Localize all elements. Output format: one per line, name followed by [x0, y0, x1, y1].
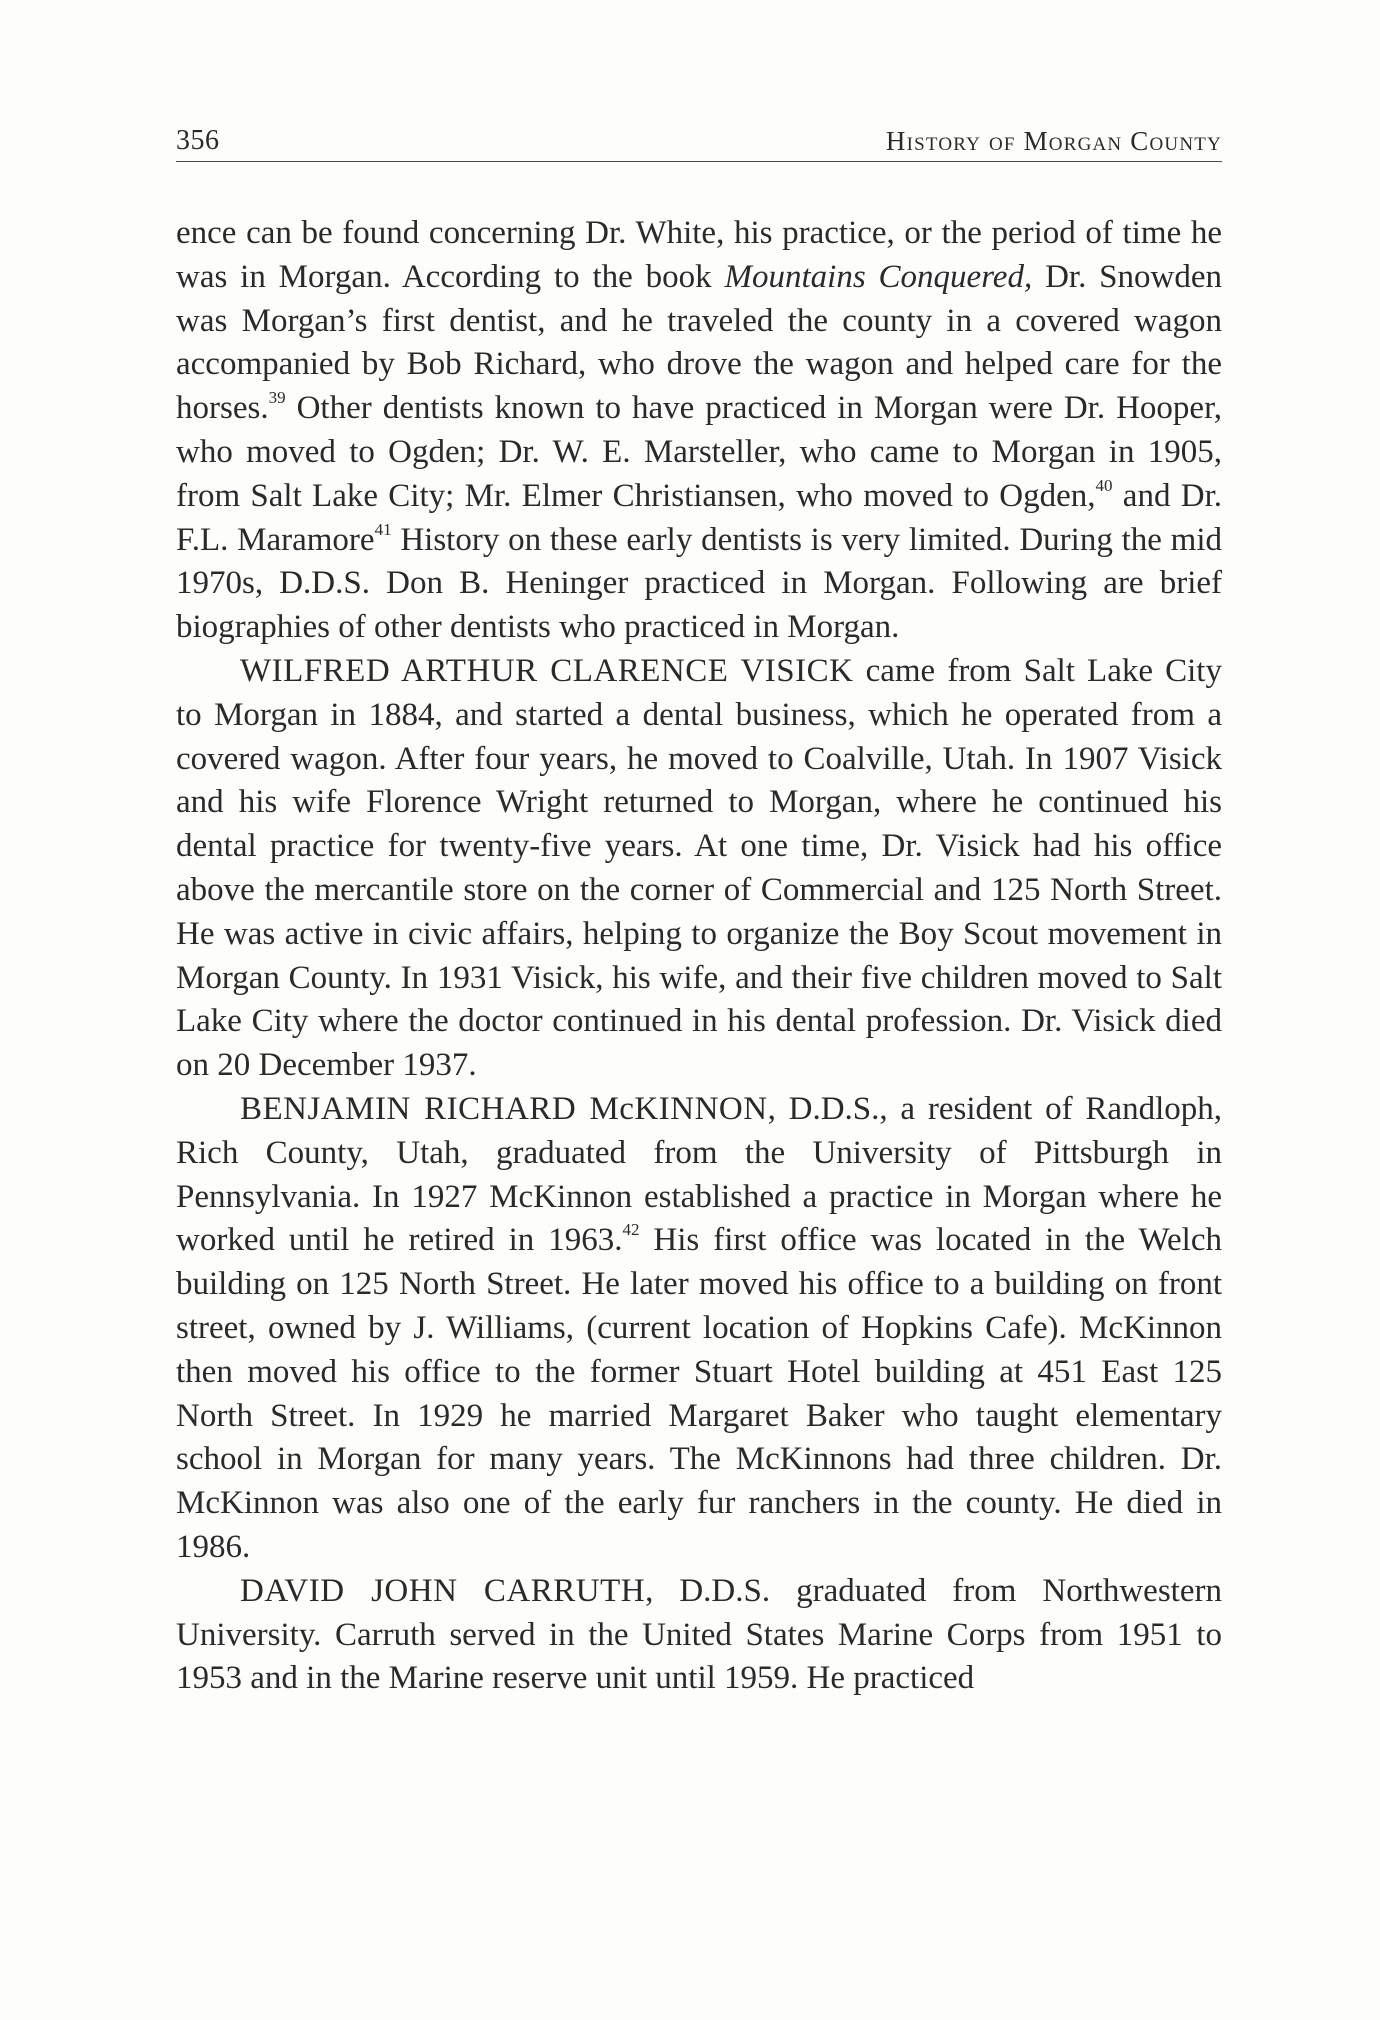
biography-name: DAVID JOHN CARRUTH	[240, 1572, 646, 1609]
footnote-marker: 39	[268, 388, 286, 408]
paragraph-text: Dr. Snowden was Morgan’s first dentist, and he traveled the county in a covered wagon accompanied by Bob Richard, who drove the wagon and helped care for the horses.	[176, 258, 1222, 427]
footnote-marker: 40	[1095, 475, 1113, 495]
paragraph-dentists-overview	[176, 212, 1222, 650]
biography-name: WILFRED ARTHUR CLARENCE VISICK	[240, 652, 854, 689]
running-title: History of Morgan County	[885, 126, 1222, 156]
paragraph-mckinnon	[176, 1088, 1222, 1570]
body-text	[176, 212, 1222, 1701]
paragraph-text: , D.D.S. graduated from Northwestern University. Carruth served in the United States Marine Corps from 1951 to 1953 and in the Marine reserve unit until 1959. He practiced	[176, 1572, 1222, 1697]
paragraph-carruth	[176, 1570, 1222, 1701]
running-header	[176, 118, 1222, 162]
paragraph-text: came from Salt Lake City to Morgan in 1884, and started a dental business, which he operated from a covered wagon. After four years, he moved to Coalville, Utah. In 1907 Visick and his wife Florence Wright returned to Morgan, where he continued his dental practice for twenty-five years. At one time, Dr. Visick had his office above the mercantile store on the corner of Commercial and 125 North Street. He was active in civic affairs, helping to organize the Boy Scout movement in Morgan County. In 1931 Visick, his wife, and their five children moved to Salt Lake City where the doctor continued in his dental profession. Dr. Visick died on 20 December 1937.	[176, 652, 1222, 1084]
paragraph-text: , D.D.S., a resident of Randloph, Rich County, Utah, graduated from the University of Pittsburgh in Pennsylvania. In 1927 McKinnon established a practice in Morgan where he worked until he retired in 1963.	[176, 1090, 1222, 1259]
paragraph-visick	[176, 650, 1222, 1088]
paragraph-text: Other dentists known to have practiced in Morgan were Dr. Hooper, who moved to Ogden; Dr. W. E. Marsteller, who came to Morgan in 1905, from Salt Lake City; Mr. Elmer Christiansen, who moved to Ogden,	[176, 390, 1222, 514]
paragraph-text: and Dr. F.L. Maramore	[176, 477, 1222, 558]
biography-name: BENJAMIN RICHARD McKINNON	[240, 1090, 768, 1127]
paragraph-text: ence can be found concerning Dr. White, his practice, or the period of time he was in Morgan. According to the book	[176, 215, 1222, 295]
book-title-reference: Mountains Conquered,	[724, 258, 1033, 295]
page-number: 356	[176, 125, 220, 156]
footnote-marker: 41	[374, 519, 392, 539]
paragraph-text: History on these early dentists is very limited. During the mid 1970s, D.D.S. Don B. Heninger practiced in Morgan. Following are brief biographies of other dentists who practiced in Morgan.	[176, 521, 1222, 646]
footnote-marker: 42	[622, 1220, 640, 1240]
paragraph-text: His first office was located in the Welch building on 125 North Street. He later moved his office to a building on front street, owned by J. Williams, (current location of Hopkins Cafe). McKinnon then moved his office to the former Stuart Hotel building at 451 East 125 North Street. In 1929 he married Margaret Baker who taught elementary school in Morgan for many years. The McKinnons had three children. Dr. McKinnon was also one of the early fur ranchers in the county. He died in 1986.	[176, 1222, 1222, 1565]
